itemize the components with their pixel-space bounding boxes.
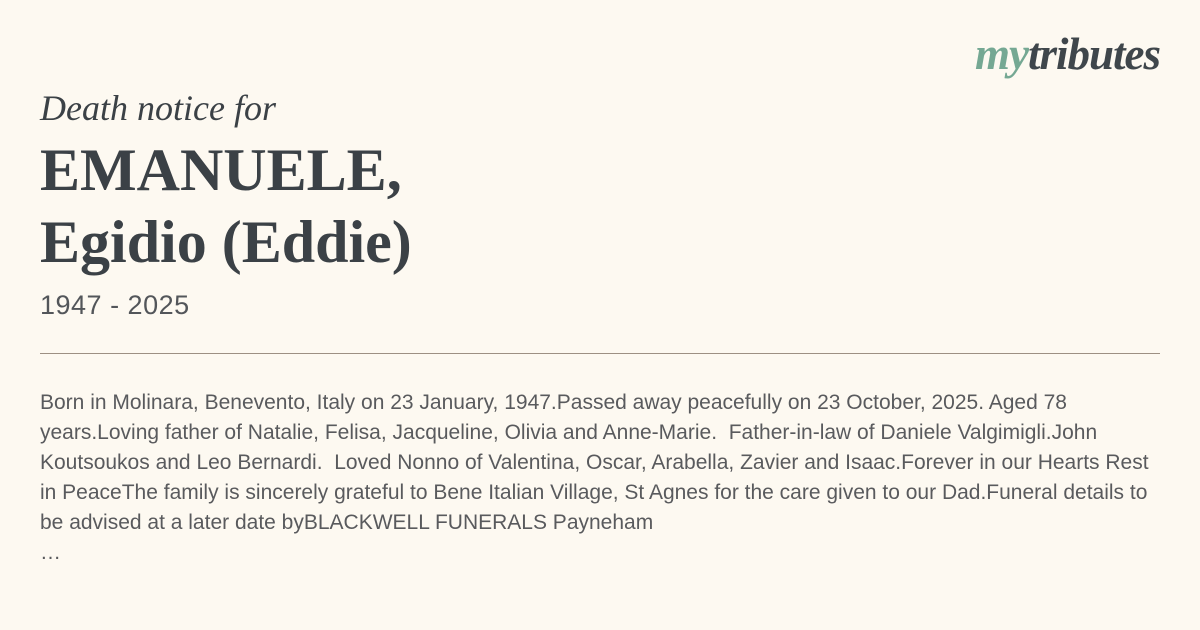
deceased-name bbox=[40, 134, 412, 278]
truncation-ellipsis: … bbox=[40, 541, 61, 564]
logo-tributes-text: tributes bbox=[1027, 29, 1160, 79]
life-years: 1947 - 2025 bbox=[40, 290, 190, 320]
mytributes-logo bbox=[975, 30, 1160, 80]
logo-my-text: my bbox=[974, 29, 1028, 79]
deceased-given-names: Egidio (Eddie) bbox=[40, 209, 412, 275]
divider-line bbox=[40, 353, 1160, 354]
notice-kicker: Death notice for bbox=[40, 88, 276, 128]
deceased-surname: EMANUELE, bbox=[40, 137, 402, 203]
notice-body: Born in Molinara, Benevento, Italy on 23 January, 1947.Passed away peacefully on 23 October, 2025. Aged 78 years.Loving father of Natalie, Felisa, Jacqueline, Olivia and Anne-Marie. Father-in-law of Daniele Valgimigli.John Koutsoukos and Leo Bernardi. Loved Nonno of Valentina, Oscar, Arabella, Zavier and Isaac.Forever in our Hearts Rest in PeaceThe family is sincerely grateful to Bene Italian Village, St Agnes for the care given to our Dad.Funeral details to be advised at a later date byBLACKWELL FUNERALS Payneham bbox=[40, 391, 1155, 534]
